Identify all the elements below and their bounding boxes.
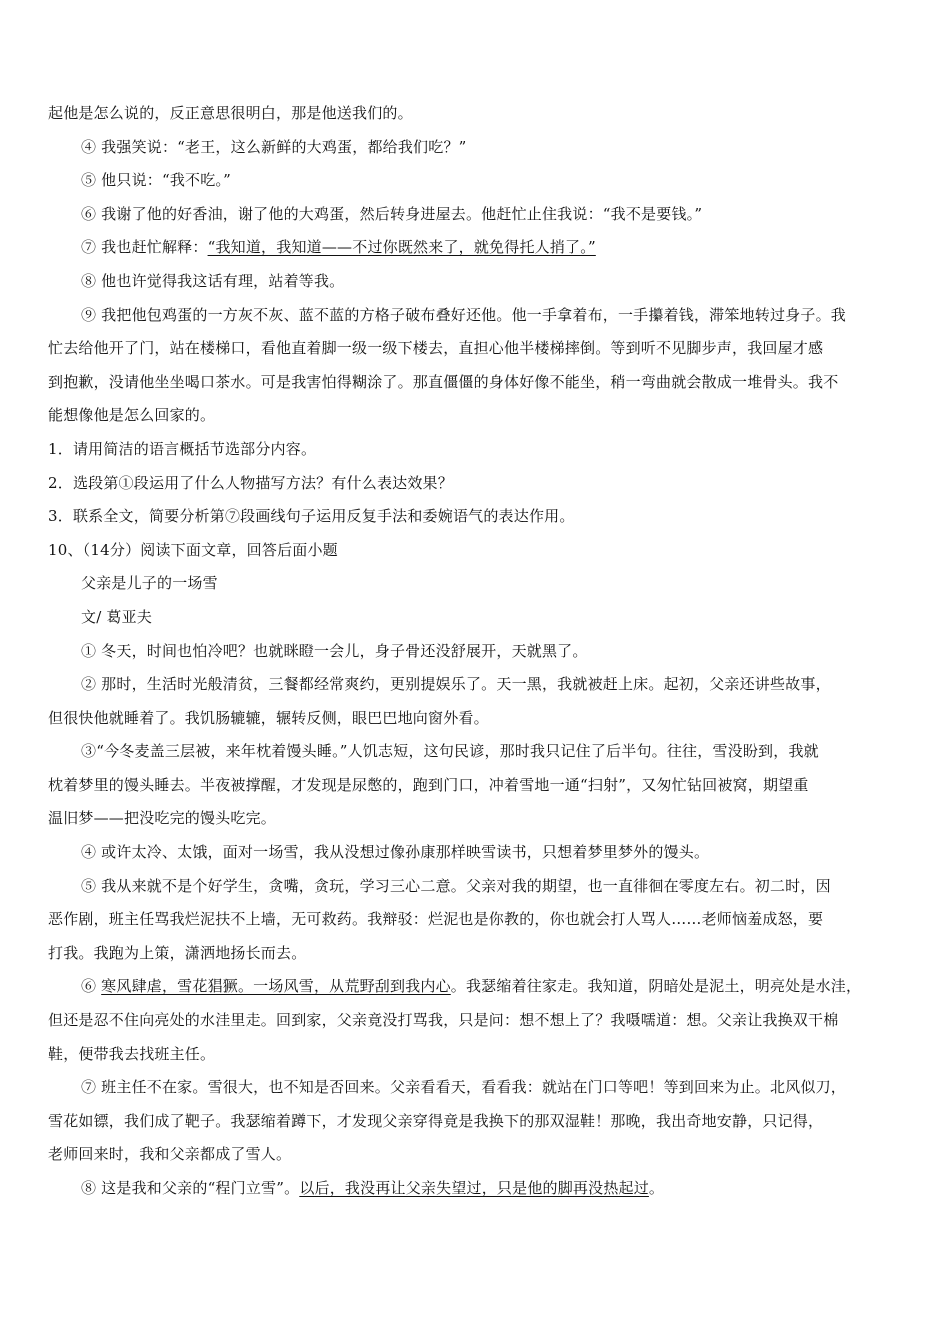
paragraph-9-line: ⑨ 我把他包鸡蛋的一方灰不灰、蓝不蓝的方格子破布叠好还他。他一手拿着布，一手攥着钱，滞笨地转过身子。我	[81, 305, 846, 324]
article-paragraph-8-underlined-sentence: 以后，我没再让父亲失望过，只是他的脚再没热起过	[299, 1179, 649, 1197]
article-paragraph-2-line: 但很快他就睡着了。我饥肠辘辘，辗转反侧，眼巴巴地向窗外看。	[48, 708, 489, 727]
article-paragraph-5-line: 恶作剧，班主任骂我烂泥扶不上墙，无可救药。我辩驳：烂泥也是你教的，你也就会打人骂人……老师恼羞成怒，要	[48, 910, 824, 929]
paragraph-9-line: 能想像他是怎么回家的。	[48, 406, 216, 425]
article-paragraph-5-line: ⑤ 我从来就不是个好学生，贪嘴，贪玩，学习三心二意。父亲对我的期望，也一直徘徊在零度左右。初二时，因	[81, 876, 831, 895]
paragraph-6: ⑥ 我谢了他的好香油，谢了他的大鸡蛋，然后转身进屋去。他赶忙止住我说：“我不是要钱。”	[81, 204, 703, 223]
article-paragraph-7-line: ⑦ 班主任不在家。雪很大，也不知是否回来。父亲看看天，看看我：就站在门口等吧！等到回来为止。北风似刀，	[81, 1078, 846, 1097]
article-paragraph-3-line: ③“今冬麦盖三层被，来年枕着馒头睡。”人饥志短，这句民谚，那时我只记住了后半句。往往，雪没盼到，我就	[81, 742, 819, 761]
paragraph-continuation: 起他是怎么说的，反正意思很明白，那是他送我们的。	[48, 104, 413, 122]
document-page	[48, 97, 914, 1206]
article-paragraph-2-line: ② 那时，生活时光般清贫，三餐都经常爽约，更别提娱乐了。天一黑，我就被赶上床。起初，父亲还讲些故事，	[81, 675, 831, 694]
question-1: 1．请用简洁的语言概括节选部分内容。	[48, 439, 317, 458]
question-2: 2．选段第①段运用了什么人物描写方法？有什么表达效果？	[48, 473, 453, 492]
article-paragraph-3-line: 枕着梦里的馒头睡去。半夜被撑醒，才发现是尿憋的，跑到门口，冲着雪地一通“扫射”，又匆忙钻回被窝，期望重	[48, 775, 809, 794]
article-paragraph-3-line: 温旧梦——把没吃完的馒头吃完。	[48, 809, 277, 828]
paragraph-7-lead: ⑦ 我也赶忙解释：	[81, 238, 208, 257]
article-paragraph-8-lead: ⑧ 这是我和父亲的“程门立雪”。	[81, 1179, 300, 1197]
paragraph-7-underlined-sentence: “我知道，我知道——不过你既然来了，就免得托人捎了。”	[207, 238, 596, 257]
question-3: 3．联系全文，简要分析第⑦段画线句子运用反复手法和委婉语气的表达作用。	[48, 507, 575, 526]
question-10-header: 10、（14分）阅读下面文章，回答后面小题	[48, 540, 338, 559]
article-paragraph-6-underlined-sentence: 寒风肆虐，雪花猖獗。一场风雪，从荒野刮到我内心	[101, 977, 451, 996]
article-paragraph-6-rest: 。我瑟缩着往家走。我知道，阴暗处是泥土，明亮处是水洼，	[450, 977, 862, 996]
paragraph-9-line: 忙去给他开了门，站在楼梯口，看他直着脚一级一级下楼去，直担心他半楼梯摔倒。等到听不见脚步声，我回屋才感	[48, 339, 824, 358]
article-paragraph-7-line: 老师回来时，我和父亲都成了雪人。	[48, 1145, 292, 1164]
paragraph-4: ④ 我强笑说：“老王，这么新鲜的大鸡蛋，都给我们吃？”	[81, 137, 467, 156]
article-paragraph-7-line: 雪花如镖，我们成了靶子。我瑟缩着蹲下，才发现父亲穿得竟是我换下的那双湿鞋！那晚，我出奇地安静，只记得，	[48, 1111, 824, 1130]
article-author: 文/ 葛亚夫	[81, 607, 153, 626]
article-paragraph-4: ④ 或许太冷、太饿，面对一场雪，我从没想过像孙康那样映雪读书，只想着梦里梦外的馒头。	[81, 843, 710, 862]
article-paragraph-8	[48, 1172, 914, 1206]
paragraph-9-line: 到抱歉，没请他坐坐喝口茶水。可是我害怕得糊涂了。那直僵僵的身体好像不能坐，稍一弯曲就会散成一堆骨头。我不	[48, 372, 839, 391]
article-paragraph-6-first-line	[48, 970, 914, 1004]
article-paragraph-6-line: 但还是忍不住向亮处的水洼里走。回到家，父亲竟没打骂我，只是问：想不想上了？我嗫嚅道：想。父亲让我换双干棉	[48, 1011, 839, 1030]
article-paragraph-1: ① 冬天，时间也怕冷吧？也就眯瞪一会儿，身子骨还没舒展开，天就黑了。	[81, 641, 588, 660]
paragraph-8: ⑧ 他也许觉得我这话有理，站着等我。	[81, 271, 345, 290]
article-paragraph-6-line: 鞋，便带我去找班主任。	[48, 1044, 216, 1063]
article-paragraph-6-number: ⑥	[81, 977, 102, 996]
paragraph-7	[48, 231, 914, 265]
article-paragraph-8-end: 。	[648, 1179, 665, 1197]
paragraph-5: ⑤ 他只说：“我不吃。”	[81, 171, 232, 190]
article-title: 父亲是儿子的一场雪	[81, 574, 218, 593]
article-paragraph-5-line: 打我。我跑为上策，潇洒地扬长而去。	[48, 943, 307, 962]
